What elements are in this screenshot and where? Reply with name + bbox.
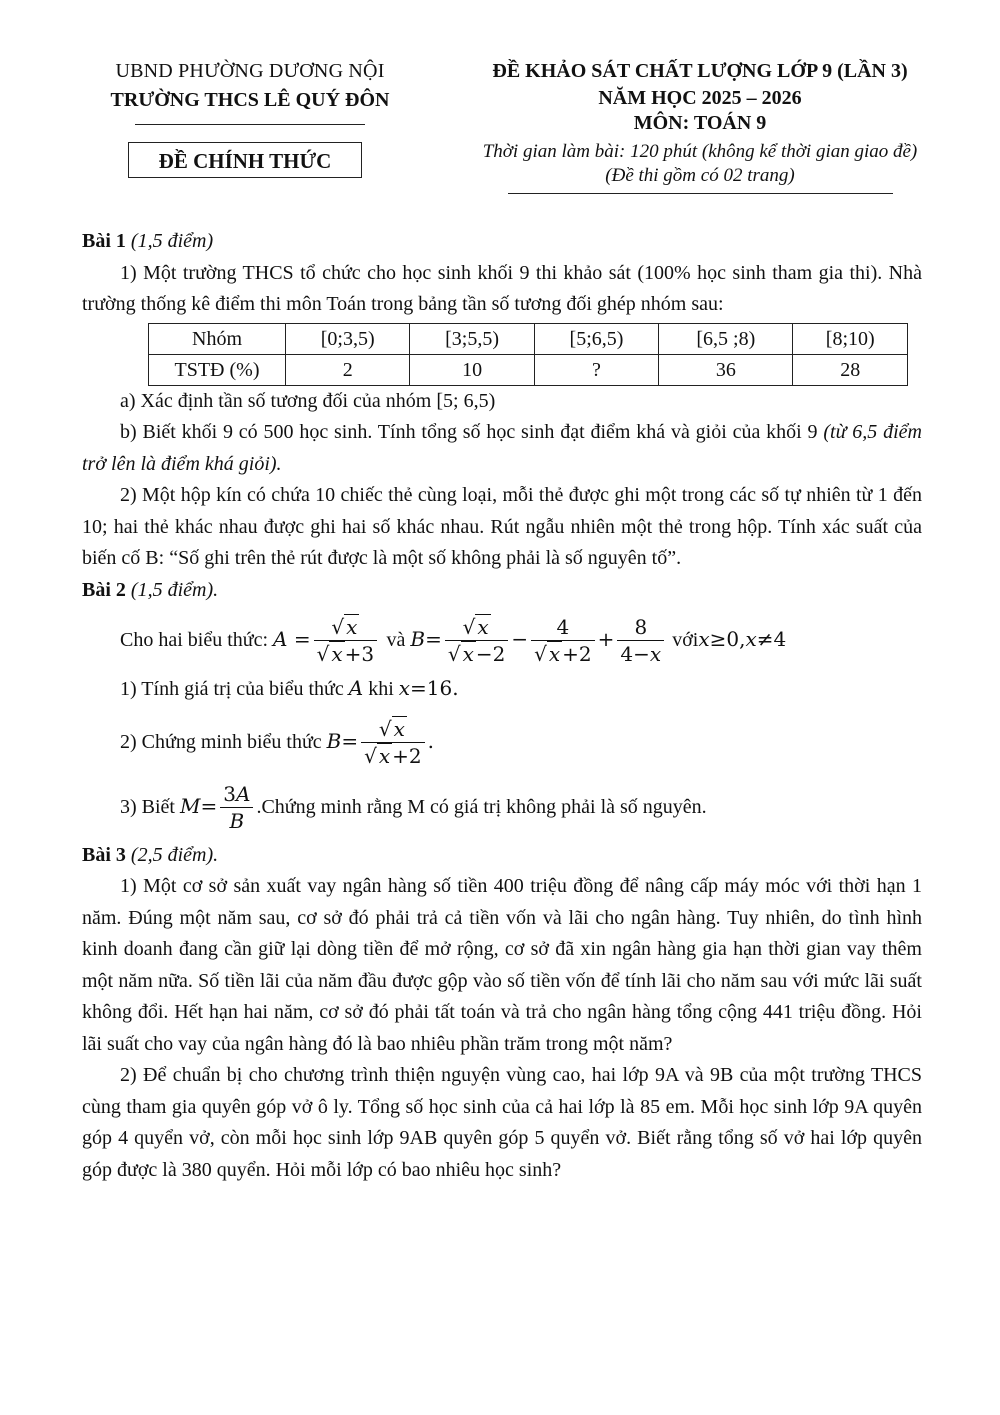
bai2-and: và [386, 629, 406, 651]
var-a: A [348, 676, 364, 700]
school-year: NĂM HỌC 2025 – 2026 [598, 87, 802, 109]
bai3-heading [82, 840, 922, 872]
bai1-question-b-note: (từ 6,5 điểm trở lên là điểm khá giỏi). [82, 421, 922, 475]
table-cell: TSTĐ (%) [149, 354, 286, 385]
bai2-title: Bài 2 [82, 578, 126, 601]
bai2-question-3-text: 3) Biết [120, 795, 175, 818]
bai2-expressions [120, 614, 922, 667]
table-cell: [5;6,5) [534, 323, 658, 354]
bai1-title: Bài 1 [82, 230, 126, 252]
table-cell: [3;5,5) [410, 323, 534, 354]
bai2-points: (1,5 điểm). [130, 578, 219, 601]
table-cell: 10 [410, 354, 534, 385]
table-cell: ? [534, 354, 658, 385]
expression-a: A = $\frac{√ x}{√ x +3}$ [273, 627, 386, 651]
bai2-question-1-when: khi [368, 678, 394, 700]
bai1-question-b [82, 417, 922, 480]
bai1-question-a: a) Xác định tần số tương đối của nhóm [5; 6,5) [120, 389, 496, 412]
issuer-block [60, 60, 440, 125]
bai1-part1: 1) Một trường THCS tổ chức cho học sinh khối 9 thi khảo sát (100% học sinh tham gia thi). Nhà trường thống kê điểm thi môn Toán trong bảng tần số tương đối ghép nhóm sau: [82, 261, 922, 315]
subject: MÔN: TOÁN 9 [633, 112, 767, 134]
bai2-question-2-text: 2) Chứng minh biểu thức [120, 730, 322, 753]
bai1-question-b-text: b) Biết khối 9 có 500 học sinh. Tính tổng số học sinh đạt điểm khá và giỏi của khối 9 [120, 421, 824, 443]
bai1-heading [82, 226, 922, 258]
issuer-divider [135, 124, 365, 125]
frequency-table [148, 323, 908, 386]
bai3-points: (2,5 điểm). [130, 843, 219, 866]
table-cell: 2 [286, 354, 410, 385]
bai3-part1: 1) Một cơ sở sản xuất vay ngân hàng số tiền 400 triệu đồng để nâng cấp máy móc với thời hạn 1 năm. Đúng một năm sau, cơ sở đó phải trả cả tiền vốn và lãi cho ngân hàng. Tuy nhiên, do tình hình kinh doanh đang cần giữ lại dòng tiền để mở rộng, cơ sở đã xin ngân hàng gia hạn thời gian vay thêm một năm nữa. Số tiền lãi của năm đầu được gộp vào số tiền vốn để tính lãi cho năm sau với mức lãi suất không đổi. Hết hạn hai năm, cơ sở đó phải tất toán và trả cho ngân hàng tổng cộng 441 triệu đồng. Hỏi lãi suất cho vay của ngân hàng đó là bao nhiêu phần trăm trong một năm? [82, 875, 922, 1055]
official-badge: ĐỀ CHÍNH THỨC [128, 142, 362, 178]
table-cell: 28 [793, 354, 908, 385]
bai2-heading [82, 575, 922, 607]
table-cell: [0;3,5) [286, 323, 410, 354]
x-value: x=16. [398, 676, 459, 700]
bai1-part2: 2) Một hộp kín có chứa 10 chiếc thẻ cùng loại, mỗi thẻ được ghi một trong các số tự nhiên từ 1 đến 10; hai thẻ khác nhau được ghi hai số khác nhau. Rút ngẫu nhiên một thẻ trong hộp. Tính xác suất của biến cố B: “Số ghi trên thẻ rút được là một số không phải là số nguyên tố”. [82, 484, 922, 569]
exam-title-block [440, 60, 960, 194]
expression-b-simplified: B= $\frac{√ x}{√ x +2}$ . [326, 716, 435, 768]
table-cell: Nhóm [149, 323, 286, 354]
ward-name: UBND PHƯỜNG DƯƠNG NỘI [115, 60, 385, 82]
bai3-title: Bài 3 [82, 843, 126, 866]
title-divider [508, 193, 893, 194]
bai2-condition: với [672, 629, 699, 651]
table-row [149, 323, 908, 354]
bai2-question-1-text: 1) Tính giá trị của biểu thức [120, 678, 344, 700]
exam-content [82, 226, 922, 1186]
table-row [149, 354, 908, 385]
table-cell: [8;10) [793, 323, 908, 354]
bai1-points: (1,5 điểm) [130, 230, 214, 252]
expression-b: B= $\frac{√ x}{√ x -2}$ − $\frac{4}{√ x +2}$ + $\frac{8}{4-x}$ [410, 627, 667, 651]
bai2-intro: Cho hai biểu thức: [120, 629, 269, 651]
table-cell: [6,5 ;8) [659, 323, 793, 354]
page-count: (Đề thi gồm có 02 trang) [605, 165, 795, 186]
domain-condition: x≥0,x≠4 [698, 627, 787, 651]
bai2-question-1 [82, 673, 922, 706]
bai2-question-3 [120, 781, 922, 834]
duration: Thời gian làm bài: 120 phút (không kể thời gian giao đề) [482, 141, 918, 162]
bai2-question-3-claim: .Chứng minh rằng M có giá trị không phải là số nguyên. [256, 795, 707, 818]
school-name: TRƯỜNG THCS LÊ QUÝ ĐÔN [110, 89, 390, 111]
expression-m: M= $\frac{3A}{B}$ [180, 794, 256, 818]
exam-title: ĐỀ KHẢO SÁT CHẤT LƯỢNG LỚP 9 (LẦN 3) [492, 60, 908, 82]
table-cell: 36 [659, 354, 793, 385]
bai2-question-2 [120, 716, 922, 769]
bai3-part2: 2) Để chuẩn bị cho chương trình thiện nguyện vùng cao, hai lớp 9A và 9B của một trường THCS cùng tham gia quyên góp vở ô ly. Tổng số học sinh của cả hai lớp là 85 em. Mỗi học sinh lớp 9A quyên góp 4 quyển vở, còn mỗi học sinh lớp 9AB quyên góp 5 quyển vở. Biết rằng tổng số vở hai lớp quyên góp được là 380 quyển. Hỏi mỗi lớp có bao nhiêu học sinh? [82, 1064, 922, 1181]
